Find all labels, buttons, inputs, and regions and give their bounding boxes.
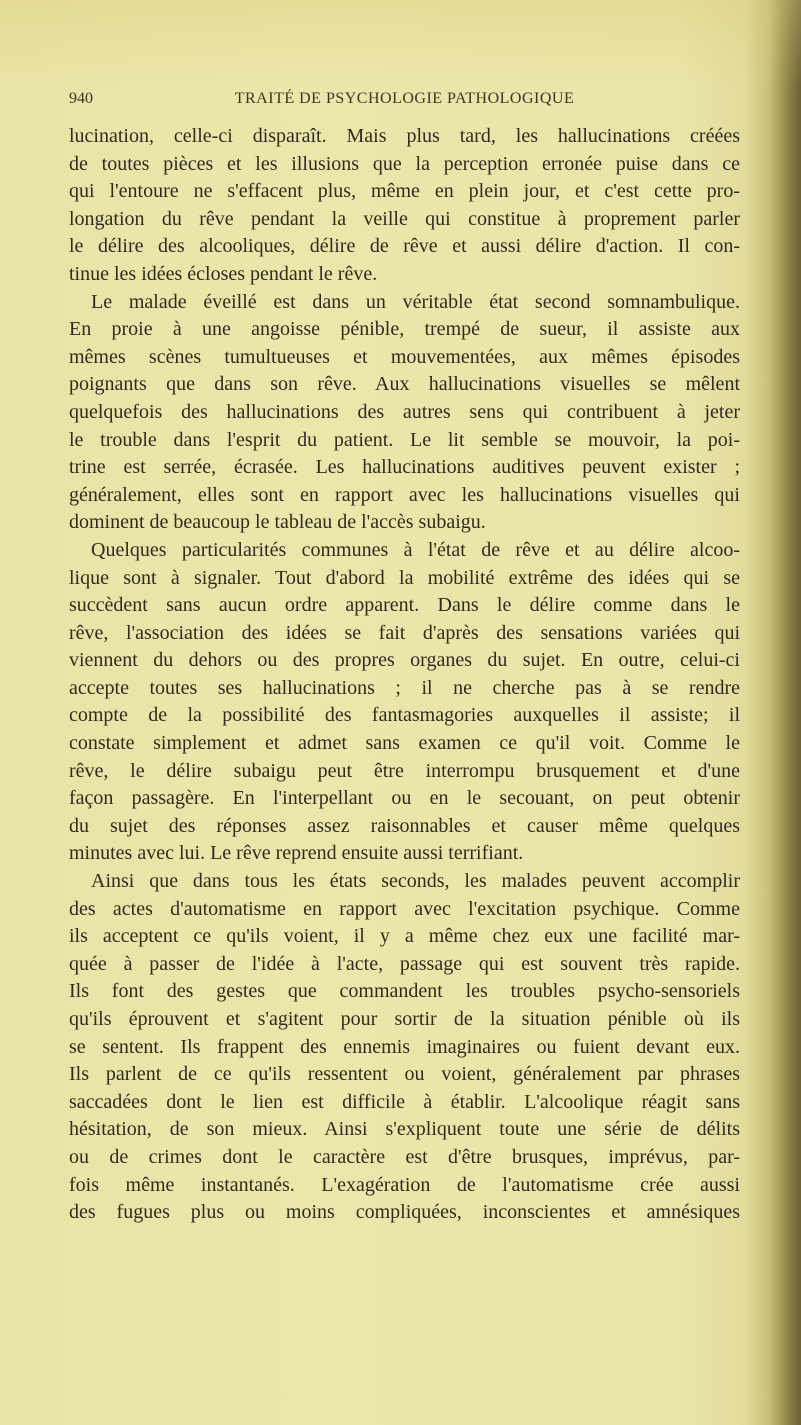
text-line: hésitation, de son mieux. Ainsi s'expliquent toute une série de délits [69, 1118, 740, 1141]
text-line: rêve, le délire subaigu peut être interrompu brusquement et d'une [69, 759, 740, 782]
text-line: qui l'entoure ne s'effacent plus, même en plein jour, et c'est cette pro- [69, 180, 740, 203]
text-line: Quelques particularités communes à l'état de rêve et au délire alcoo- [91, 538, 740, 561]
text-line: généralement, elles sont en rapport avec les hallucinations visuelles qui [69, 483, 740, 506]
text-line: Ils parlent de ce qu'ils ressentent ou voient, généralement par phrases [69, 1063, 740, 1086]
text-line: En proie à une angoisse pénible, trempé de sueur, il assiste aux [69, 318, 740, 341]
text-line: saccadées dont le lien est difficile à établir. L'alcoolique réagit sans [69, 1090, 740, 1113]
text-line: tinue les idées écloses pendant le rêve. [69, 262, 378, 285]
page-header [69, 90, 740, 116]
text-line: des actes d'automatisme en rapport avec l'excitation psychique. Comme [69, 897, 740, 920]
text-line: trine est serrée, écrasée. Les hallucinations auditives peuvent exister ; [69, 456, 740, 479]
text-line: succèdent sans aucun ordre apparent. Dans le délire comme dans le [69, 594, 740, 617]
running-title: TRAITÉ DE PSYCHOLOGIE PATHOLOGIQUE [234, 90, 575, 107]
text-line: se sentent. Ils frappent des ennemis imaginaires ou fuient devant eux. [69, 1035, 740, 1058]
text-line: ils acceptent ce qu'ils voient, il y a même chez eux une facilité mar- [69, 925, 740, 948]
text-line: le trouble dans l'esprit du patient. Le lit semble se mouvoir, la poi- [69, 428, 740, 451]
text-line: constate simplement et admet sans examen ce qu'il voit. Comme le [69, 732, 740, 755]
text-line: ou de crimes dont le caractère est d'être brusques, imprévus, par- [69, 1145, 740, 1168]
text-line: compte de la possibilité des fantasmagories auxquelles il assiste; il [69, 704, 740, 727]
text-line: quelquefois des hallucinations des autres sens qui contribuent à jeter [69, 400, 740, 423]
text-line: Ils font des gestes que commandent les troubles psycho-sensoriels [69, 980, 740, 1003]
text-line: lucination, celle-ci disparaît. Mais plus tard, les hallucinations créées [69, 125, 740, 147]
text-line: viennent du dehors ou des propres organes du sujet. En outre, celui-ci [69, 649, 740, 672]
text-line: lique sont à signaler. Tout d'abord la mobilité extrême des idées qui se [69, 566, 740, 589]
text-line: le délire des alcooliques, délire de rêve et aussi délire d'action. Il con- [69, 235, 740, 258]
text-line: fois même instantanés. L'exagération de l'automatisme crée aussi [69, 1173, 740, 1196]
text-line: poignants que dans son rêve. Aux hallucinations visuelles se mêlent [69, 373, 740, 396]
text-line: qu'ils éprouvent et s'agitent pour sortir de la situation pénible où ils [69, 1008, 740, 1030]
text-line: de toutes pièces et les illusions que la perception erronée puise dans ce [69, 152, 740, 175]
text-line: Ainsi que dans tous les états seconds, les malades peuvent accomplir [91, 870, 740, 893]
text-line: accepte toutes ses hallucinations ; il ne cherche pas à se rendre [69, 676, 740, 699]
text-line: du sujet des réponses assez raisonnables et causer même quelques [69, 814, 740, 837]
text-line: dominent de beaucoup le tableau de l'accès subaigu. [69, 511, 486, 534]
text-line: longation du rêve pendant la veille qui constitue à proprement parler [69, 207, 740, 230]
text-line: rêve, l'association des idées se fait d'après des sensations variées qui [69, 621, 740, 644]
page-shading [0, 0, 801, 90]
page-number: 940 [69, 90, 93, 107]
text-line: quée à passer de l'idée à l'acte, passage qui est souvent très rapide. [69, 952, 740, 975]
text-line: Le malade éveillé est dans un véritable état second somnambulique. [91, 290, 740, 313]
text-line: façon passagère. En l'interpellant ou en le secouant, on peut obtenir [69, 787, 740, 810]
text-line: des fugues plus ou moins compliquées, inconscientes et amnésiques [69, 1201, 740, 1224]
text-line: minutes avec lui. Le rêve reprend ensuite aussi terrifiant. [69, 842, 524, 865]
text-line: mêmes scènes tumultueuses et mouvementées, aux mêmes épisodes [69, 345, 740, 368]
body-text [69, 123, 740, 1227]
